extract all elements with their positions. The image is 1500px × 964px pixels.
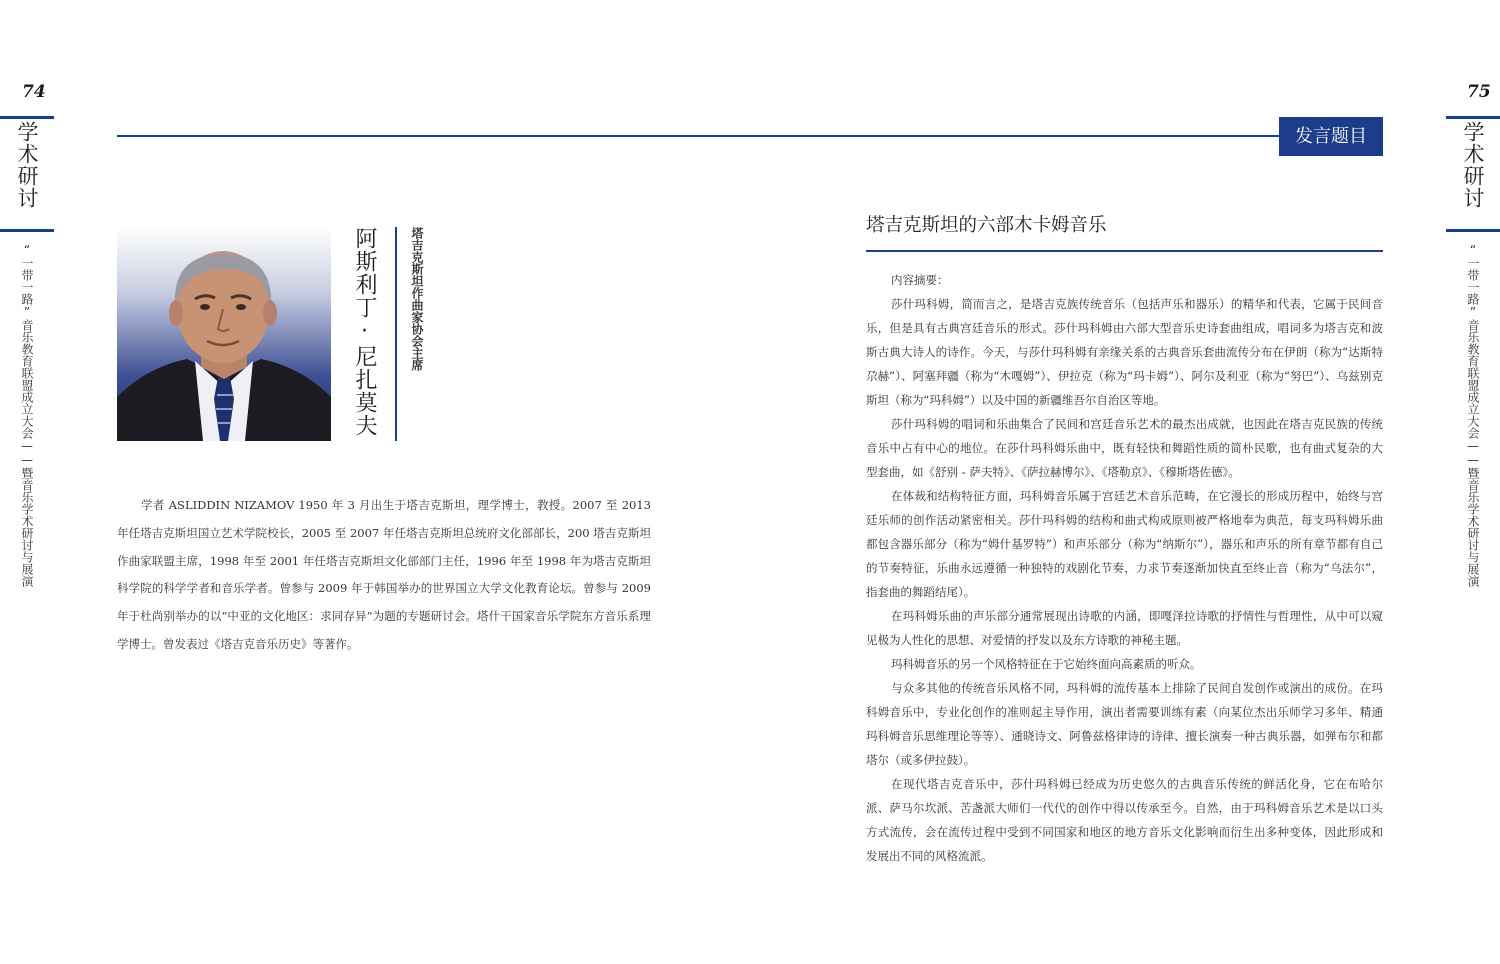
article-paragraph: 莎什玛科姆，简而言之，是塔吉克族传统音乐（包括声乐和器乐）的精华和代表，它属于民间音乐，但是具有古典宫廷音乐的形式。莎什玛科姆由六部大型音乐史诗套曲组成，唱词多为塔吉克和波斯古典大诗人的诗作。今天，与莎什玛科姆有亲缘关系的古典音乐套曲流传分布在伊朗（称为“达斯特尕赫”）、阿塞拜疆（称为“木嘎姆”）、伊拉克（称为“玛卡姆”）、阿尔及利亚（称为“努巴”）、乌兹别克斯坦（称为“玛科姆”）以及中国的新疆维吾尔自治区等地。 xyxy=(866,297,1383,407)
speaker-name: 阿斯利丁·尼扎莫夫 xyxy=(352,227,377,437)
side-mid-rule xyxy=(0,229,54,232)
article-paragraph: 与众多其他的传统音乐风格不同，玛科姆的流传基本上排除了民间自发创作或演出的成份。在玛科姆音乐中，专业化创作的准则起主导作用，演出者需要训练有素（向某位杰出乐师学习多年、精通玛科姆音乐思维理论等等）、通晓诗文、阿鲁兹格律诗的诗律、擅长演奏一种古典乐器，如弹布尔和都塔尔（或多伊拉鼓）。 xyxy=(866,681,1383,767)
side-subtitle: “一带一路”音乐教育联盟成立大会——暨音乐学术研讨与展演 xyxy=(20,243,34,587)
article-paragraph: 在玛科姆乐曲的声乐部分通常展现出诗歌的内涵，即嘎泽拉诗歌的抒情性与哲理性，从中可以窥见极为人性化的思想、对爱情的抒发以及东方诗歌的神秘主题。 xyxy=(866,609,1383,647)
article-title: 塔吉克斯坦的六部木卡姆音乐 xyxy=(866,215,1107,236)
page-number-right: 75 xyxy=(1467,82,1491,102)
side-mid-rule xyxy=(1446,229,1500,232)
side-top-rule xyxy=(1446,116,1500,119)
article-paragraph: 玛科姆音乐的另一个风格特征在于它始终面向高素质的听众。 xyxy=(891,657,1202,671)
side-top-rule xyxy=(0,116,54,119)
article-title-rule xyxy=(866,250,1383,252)
side-title: 学术研讨 xyxy=(1461,121,1485,209)
section-badge: 发言题目 xyxy=(1279,117,1383,156)
speaker-portrait-icon xyxy=(117,227,331,441)
article-paragraph: 在体裁和结构特征方面，玛科姆音乐属于宫廷艺术音乐范畴，在它漫长的形成历程中，始终与宫廷乐师的创作活动紧密相关。莎什玛科姆的结构和曲式构成原则被严格地奉为典范，每支玛科姆乐曲都包含器乐部分（称为“姆什基罗特”）和声乐部分（称为“纳斯尔”），器乐和声乐的所有章节都有自己的节奏特征，乐曲永远遵循一种独特的戏剧化节奏，力求节奏逐渐加快直至终止音（称为“乌法尔”，指套曲的舞蹈结尾）。 xyxy=(866,489,1383,599)
side-subtitle: “一带一路”音乐教育联盟成立大会——暨音乐学术研讨与展演 xyxy=(1466,243,1480,587)
speaker-bio: 学者 ASLIDDIN NIZAMOV 1950 年 3 月出生于塔吉克斯坦，理学博士，教授。2007 至 2013 年任塔吉克斯坦国立艺术学院校长，2005 至 2007 年任塔吉克斯坦总统府文化部部长，200 塔吉克斯坦作曲家联盟主席，1998 年至 2001 年任塔吉克斯坦文化部部门主任，1996 年至 1998 年为塔吉克斯坦科学院的科学学者和音乐学者。曾参与 2009 年于韩国举办的世界国立大学文化教育论坛。曾参与 2009 年于杜尚别举办的以“中亚的文化地区：求同存异”为题的专题研讨会。塔什干国家音乐学院东方音乐系理学博士。曾发表过《塔吉克音乐历史》等著作。 xyxy=(117,498,651,651)
article-paragraph: 莎什玛科姆的唱词和乐曲集合了民间和宫廷音乐艺术的最杰出成就，也因此在塔吉克民族的传统音乐中占有中心的地位。在莎什玛科姆乐曲中，既有轻快和舞蹈性质的简朴民歌，也有曲式复杂的大型套曲，如《舒别 - 萨夫特》、《萨拉赫博尔》、《塔勒京》、《穆斯塔佐德》。 xyxy=(866,417,1383,479)
article-paragraph: 在现代塔吉克音乐中，莎什玛科姆已经成为历史悠久的古典音乐传统的鲜活化身，它在布哈尔派、萨马尔坎派、苦盏派大师们一代代的创作中得以传承至今。自然，由于玛科姆音乐艺术是以口头方式流传，会在流传过程中受到不同国家和地区的地方音乐文化影响而衍生出多种变体，因此形成和发展出不同的风格流派。 xyxy=(866,777,1383,863)
article-paragraph: 内容摘要： xyxy=(891,273,949,287)
header-rule xyxy=(117,135,1383,137)
page-number-left: 74 xyxy=(22,82,46,102)
name-divider xyxy=(395,227,397,441)
article-body xyxy=(866,268,1383,868)
speaker-title: 塔吉克斯坦作曲家协会主席 xyxy=(410,227,424,371)
speaker-photo xyxy=(117,227,331,441)
side-title: 学术研讨 xyxy=(15,121,39,209)
